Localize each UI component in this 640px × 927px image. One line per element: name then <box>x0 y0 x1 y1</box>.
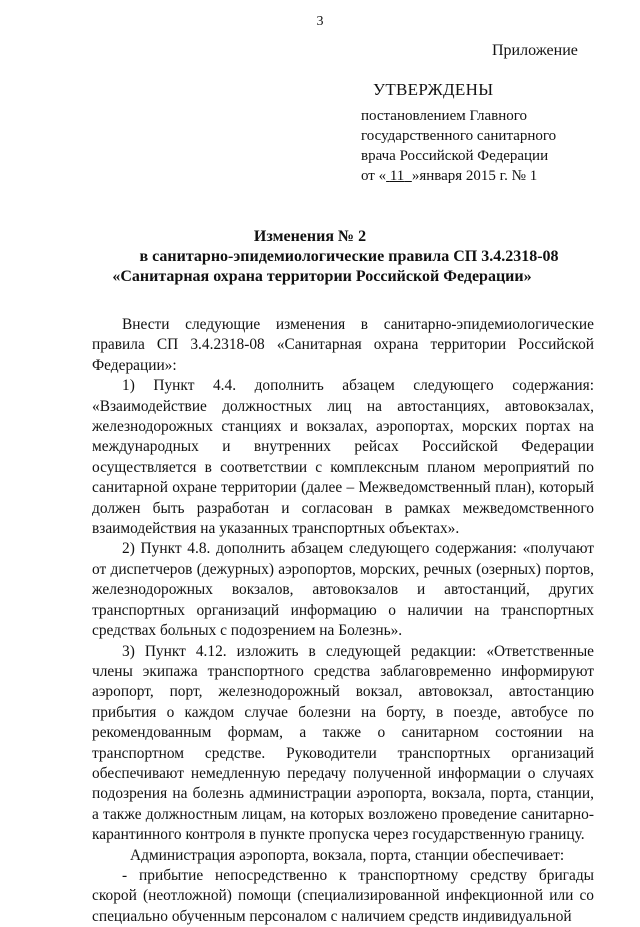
heading-title: Изменения № 2 <box>253 228 367 245</box>
paragraph-item-3: 3) Пункт 4.12. изложить в следующей редакции: «Ответственные члены экипажа транспортного средства заблаговременно информируют аэропорт, порт, железнодорожный вокзал, автовокзал, автостанцию прибытия о каждом случае болезни на борту, в поезде, автобусе по рекомендованным формам, а также о санитарном состоянии на транспортном средстве. Руководители транспортных организаций обеспечивают немедленную передачу полученной информации о случаях подозрения на болезнь администрации аэропорта, вокзала, порта, станции, а также должностным лицам, на которых возложено проведение санитарно-карантинного контроля в пункте пропуска через государственную границу. <box>92 642 594 844</box>
approval-date <box>361 166 556 186</box>
paragraph-item-1: 1) Пункт 4.4. дополнить абзацем следующего содержания: «Взаимодействие должностных лиц на автостанциях, автовокзалах, железнодорожных станциях и вокзалах, аэропортах, морских портах на международных и внутренних рейсах Российской Федерации осуществляется в соответствии с комплексным планом мероприятий по санитарной охране территории (далее – Межведомственный план), который должен быть разработан и согласован в рамках межведомственного взаимодействия на указанных транспортных объектах». <box>92 377 594 538</box>
paragraph-intro: Внести следующие изменения в санитарно-эпидемиологические правила СП 3.4.2318-08 «Санитарная охрана территории Российской Федерации»: <box>92 316 594 374</box>
paragraph-bullet: - прибытие непосредственно к транспортному средству бригады скорой (неотложной) помощи (специализированной инфекционной или со специально обученным персоналом с наличием средств индивидуальной <box>92 866 594 925</box>
date-prefix: от « <box>361 168 387 184</box>
paragraph-administration: Администрация аэропорта, вокзала, порта, станции обеспечивает: <box>130 846 565 864</box>
approval-block <box>361 80 556 186</box>
document-heading <box>0 227 640 287</box>
date-suffix: »января 2015 г. № 1 <box>411 168 538 184</box>
heading-subtitle-2: «Санитарная охрана территории Российской Федерации» <box>112 268 532 285</box>
approval-line-1: постановлением Главного <box>361 108 528 124</box>
page-number: 3 <box>316 14 324 29</box>
document-body <box>92 315 594 927</box>
appendix-label: Приложение <box>492 42 578 59</box>
heading-subtitle-1: в санитарно-эпидемиологические правила СП 3.4.2318-08 <box>139 248 559 265</box>
approval-line-2: государственного санитарного <box>361 128 557 144</box>
date-day: 11 <box>389 168 405 184</box>
paragraph-item-2: 2) Пункт 4.8. дополнить абзацем следующего содержания: «получают от диспетчеров (дежурных) аэропортов, морских, речных (озерных) портов, железнодорожных вокзалов, автовокзалов и автостанций, других транспортных организаций информацию о наличии на транспортных средствах больных с подозрением на Болезнь». <box>92 540 594 640</box>
approved-title: УТВЕРЖДЕНЫ <box>373 80 494 99</box>
approval-line-3: врача Российской Федерации <box>361 148 549 164</box>
